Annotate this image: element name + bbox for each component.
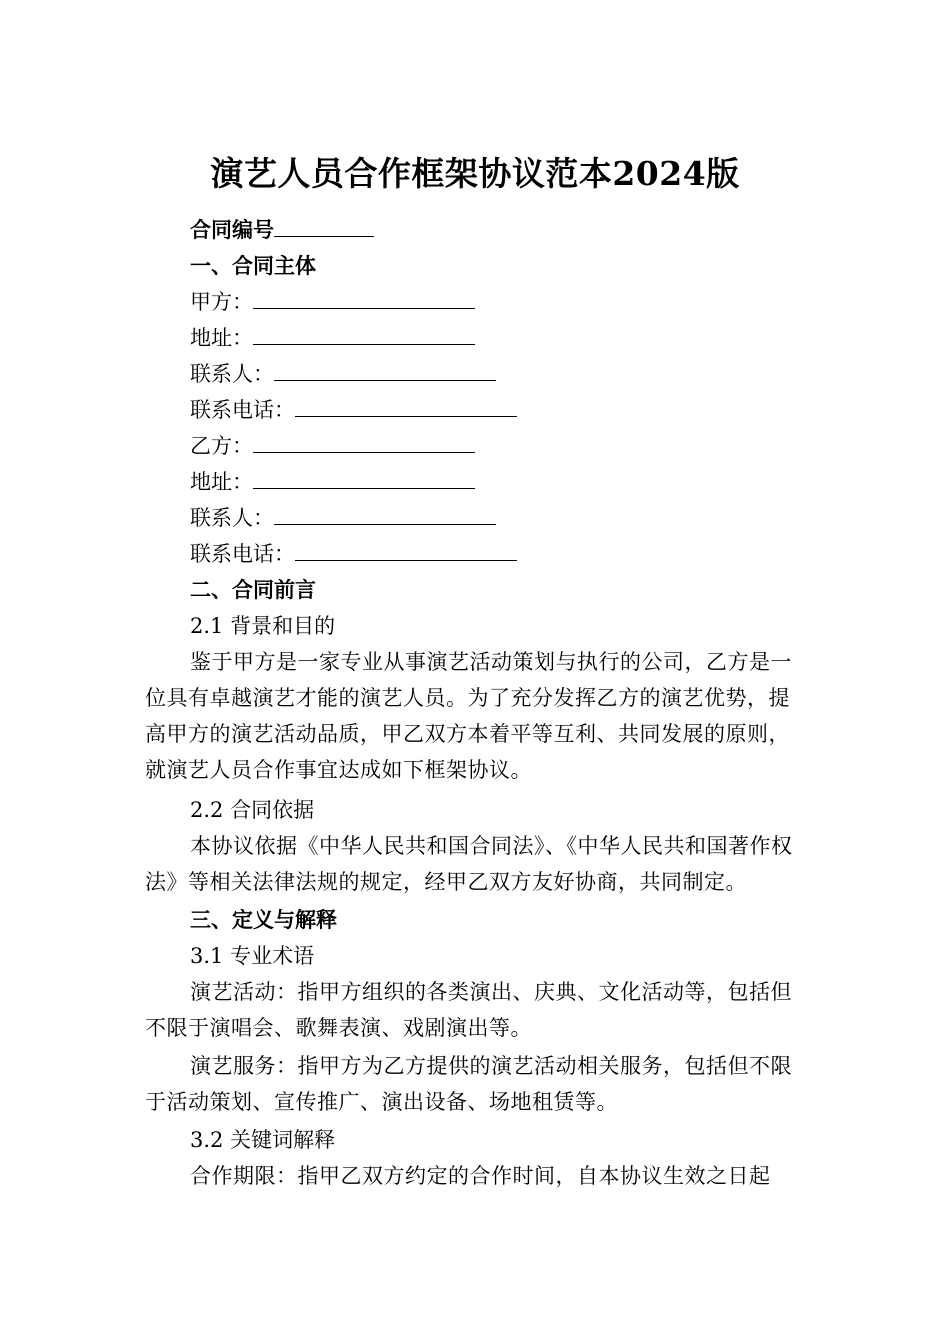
section2-sub1: 2.1 背景和目的 — [190, 614, 336, 638]
address-blank — [253, 324, 475, 345]
party-b-line — [190, 432, 475, 460]
section2-para1: 鉴于甲方是一家专业从事演艺活动策划与执行的公司，乙方是一位具有卓越演艺才能的演艺人员。为了充分发挥乙方的演艺优势，提高甲方的演艺活动品质，甲乙双方本着平等互利、共同发展的原则，就演艺人员合作事宜达成如下框架协议。 — [145, 650, 792, 782]
contract-number-label: 合同编号 — [190, 218, 274, 242]
contact-label: 联系人： — [190, 362, 274, 386]
phone-blank — [295, 540, 517, 561]
section2-sub2: 2.2 合同依据 — [190, 798, 315, 822]
contact-blank — [274, 360, 496, 381]
party-a-blank — [253, 288, 475, 309]
party-b-label: 乙方： — [190, 434, 253, 458]
section3-para1: 演艺活动：指甲方组织的各类演出、庆典、文化活动等，包括但不限于演唱会、歌舞表演、戏剧演出等。 — [145, 980, 792, 1040]
section3-para3: 合作期限：指甲乙双方约定的合作时间，自本协议生效之日起 — [190, 1164, 771, 1188]
phone-label: 联系电话： — [190, 398, 295, 422]
address-label: 地址： — [190, 326, 253, 350]
party-a-label: 甲方： — [190, 290, 253, 314]
section3-sub2: 3.2 关键词解释 — [190, 1128, 336, 1152]
contact-label: 联系人： — [190, 506, 274, 530]
party-b-address-line — [190, 468, 475, 496]
party-a-contact-line — [190, 360, 496, 388]
party-a-address-line — [190, 324, 475, 352]
party-b-phone-line — [190, 540, 517, 568]
contact-blank — [274, 504, 496, 525]
contract-number-line — [190, 216, 374, 244]
section3-sub1: 3.1 专业术语 — [190, 944, 315, 968]
section3-para2: 演艺服务：指甲方为乙方提供的演艺活动相关服务，包括但不限于活动策划、宣传推广、演出设备、场地租赁等。 — [145, 1054, 792, 1114]
document-title: 演艺人员合作框架协议范本2024版 — [210, 154, 740, 193]
section2-heading: 二、合同前言 — [190, 578, 316, 602]
party-a-phone-line — [190, 396, 517, 424]
party-b-blank — [253, 432, 475, 453]
address-label: 地址： — [190, 470, 253, 494]
section2-para2: 本协议依据《中华人民共和国合同法》、《中华人民共和国著作权法》等相关法律法规的规定，经甲乙双方友好协商，共同制定。 — [145, 834, 793, 894]
address-blank — [253, 468, 475, 489]
party-a-line — [190, 288, 475, 316]
phone-blank — [295, 396, 517, 417]
contract-number-blank — [274, 216, 374, 237]
party-b-contact-line — [190, 504, 496, 532]
phone-label: 联系电话： — [190, 542, 295, 566]
section3-heading: 三、定义与解释 — [190, 908, 337, 932]
section1-heading: 一、合同主体 — [190, 254, 316, 278]
